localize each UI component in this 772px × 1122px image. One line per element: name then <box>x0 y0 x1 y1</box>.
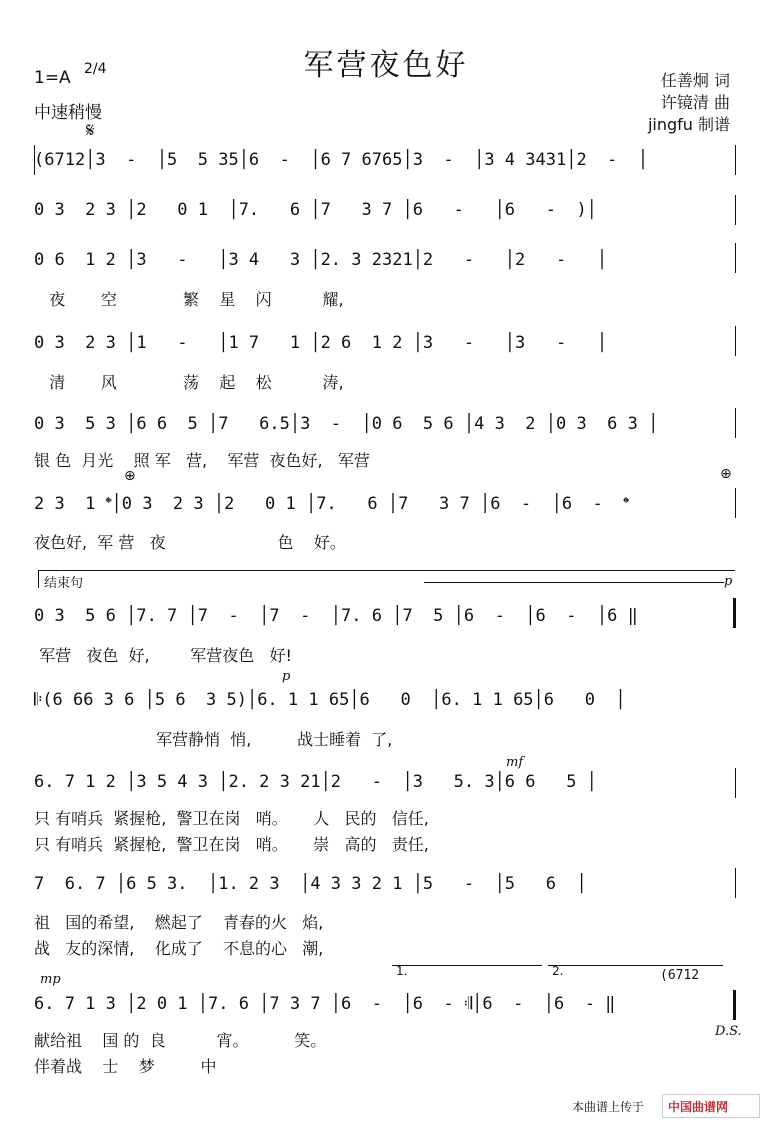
lyrics-line-3: 夜 空 繁 星 闪 耀, <box>34 290 344 309</box>
barline <box>735 195 736 225</box>
ending-bracket-edge <box>38 570 39 588</box>
lyrics-verse-2: 伴着战 士 梦 中 <box>34 1057 217 1076</box>
page-title: 军营夜色好 <box>303 48 469 83</box>
volta-1-bracket <box>392 965 542 966</box>
lyrics-verse-1: 只 有哨兵 紧握枪, 警卫在岗 哨。 人 民的 信任, <box>34 809 429 828</box>
notation-line-4: 0 3 2 3 │1 - │1 7 1 │2 6 1 2 │3 - │3 - │ <box>34 333 608 353</box>
notation-line-11: 6. 7 1 3 │2 0 1 │7. 6 │7 3 7 │6 - │6 - 𝄇│6 - │6 - ‖ <box>34 994 616 1014</box>
notation-line-9: 6. 7 1 2 │3 5 4 3 │2. 2 3 21│2 - │3 5. 3│6 6 5 │ <box>34 772 597 792</box>
tempo-marking: 中速稍慢 <box>34 103 102 123</box>
lyricist-credit: 任善炯 词 <box>660 71 730 90</box>
volta-1-label: 1. <box>396 964 408 978</box>
site-logo-text[interactable]: 中国曲谱网 <box>668 1100 729 1114</box>
dynamic-mf: mf <box>506 755 524 770</box>
key-signature: 1=A <box>34 68 71 88</box>
ending-bracket <box>38 570 735 571</box>
lyrics-line-8: 军营静悄 悄, 战士睡着 了, <box>34 730 393 749</box>
composer-credit: 许镜清 曲 <box>660 93 730 112</box>
lyrics-line-4: 清 风 荡 起 松 涛, <box>34 373 344 392</box>
lyrics-line-6: 夜色好, 军 营 夜 色 好。 <box>34 533 346 552</box>
barline <box>735 488 736 518</box>
lyrics-line-5: 银 色 月光 照 军 营, 军营 夜色好, 军营 <box>34 451 370 470</box>
lyrics-verse-1: 献给祖 国 的 良 宵。 笑。 <box>34 1031 327 1050</box>
barline <box>735 243 736 273</box>
volta-2-label: 2. <box>552 964 564 978</box>
decrescendo-line <box>424 582 724 583</box>
notation-line-2: 0 3 2 3 │2 0 1 │7. 6 │7 3 7 │6 - │6 - )│ <box>34 200 597 220</box>
volta-2-bracket <box>548 965 723 966</box>
dynamic-mp: mp <box>40 972 61 987</box>
dynamic-p: p <box>724 574 733 589</box>
notation-line-8: 𝄆(6 66 3 6 │5 6 3 5)│6. 1 1 65│6 0 │6. 1 1 65│6 0 │ <box>34 690 626 710</box>
coda-icon: ⊕ <box>720 466 732 482</box>
lyrics-verse-2: 战 友的深情, 化成了 不息的心 潮, <box>34 939 324 958</box>
lyrics-verse-1: 祖 国的希望, 燃起了 青春的火 焰, <box>34 913 324 932</box>
notation-line-5: 0 3 5 3 │6 6 5 │7 6.5│3 - │0 6 5 6 │4 3 2 │0 3 6 3 │ <box>34 414 659 434</box>
footer-upload-text: 本曲谱上传于 <box>572 1100 645 1114</box>
intro-return-notes: (6712 <box>660 968 700 983</box>
barline <box>735 768 736 798</box>
transcriber-credit: jingfu 制谱 <box>647 115 730 134</box>
barline <box>735 326 736 356</box>
segno-icon: 𝄋 <box>86 118 95 142</box>
dynamic-p: p <box>282 669 291 684</box>
notation-line-10: 7 6. 7 │6 5 3. │1. 2 3 │4 3 3 2 1 │5 - │5 6 │ <box>34 874 587 894</box>
notation-line-1: (6712│3 - │5 5 35│6 - │6 7 6765│3 - │3 4 3431│2 - │ <box>34 150 649 170</box>
lyrics-line-7: 军营 夜色 好, 军营夜色 好! <box>34 646 292 665</box>
ending-label: 结束句 <box>44 576 84 591</box>
final-barline <box>733 990 736 1020</box>
final-barline <box>733 598 736 628</box>
barline <box>735 408 736 438</box>
notation-line-6: 2 3 1 𝄌│0 3 2 3 │2 0 1 │7. 6 │7 3 7 │6 - │6 - 𝄌 <box>34 494 630 514</box>
barline <box>735 145 736 175</box>
notation-line-7: 0 3 5 6 │7. 7 │7 - │7 - │7. 6 │7 5 │6 - │6 - │6 ‖ <box>34 606 638 626</box>
lyrics-verse-2: 只 有哨兵 紧握枪, 警卫在岗 哨。 崇 高的 责任, <box>34 835 429 854</box>
ds-marking: D.S. <box>715 1024 742 1039</box>
coda-icon: ⊕ <box>124 468 136 484</box>
barline <box>735 868 736 898</box>
notation-line-3: 0 6 1 2 │3 - │3 4 3 │2. 3 2321│2 - │2 - │ <box>34 250 608 270</box>
time-signature: 2/4 <box>84 61 107 77</box>
